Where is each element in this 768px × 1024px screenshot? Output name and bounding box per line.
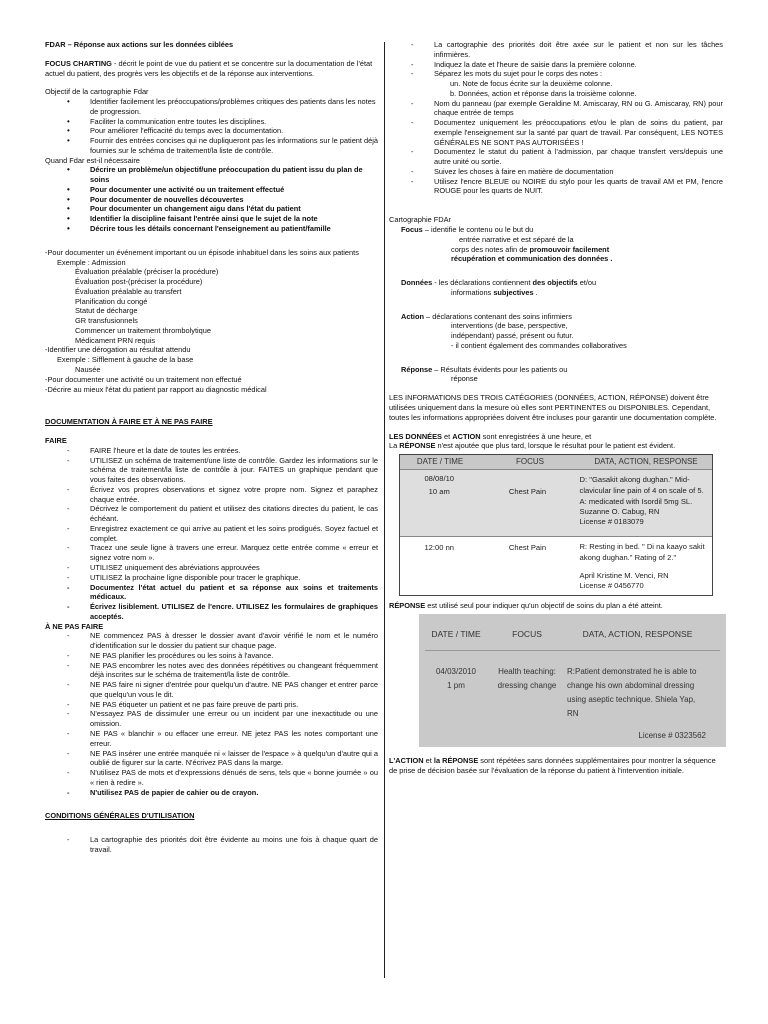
list-item: • Pour documenter une activité ou un traitement effectué — [45, 185, 378, 195]
list-item: - NE PAS encombrer les notes avec des données répétitives ou changeant fréquemment déjà inscrites sur le schéma de traitement/la liste de contrôle. — [45, 661, 378, 681]
list-item: Médicament PRN requis — [75, 335, 156, 345]
table-cell: R: Resting in bed. " Di na kaayo sakit akong dughan." Rating of 2." April Kristine M. Venci, RN License # 0456770 — [579, 542, 705, 590]
list-item: - Enregistrez exactement ce qui arrive au patient et les soins prodigués. Soyez factuel et complet. — [45, 524, 378, 544]
list-item: - NE commencez PAS à dresser le dossier avant d'avoir vérifié le nom et le numéro d'identification sur le dossier du patient sur chaque page. — [45, 631, 378, 651]
ne-pas-list — [45, 631, 378, 797]
list-item: • Pour améliorer l'efficacité du temps avec la documentation. — [45, 126, 378, 136]
list-item: - NE PAS insérer une entrée manquée ni « laisser de l'espace » à quelqu'un d'autre qui a oublié de figurer sur la carte. N'écrivez PAS dans la marge. — [45, 749, 378, 769]
event-line: -Pour documenter un événement important ou un épisode inhabituel dans les soins aux patients — [45, 247, 359, 257]
table-cell: 08/08/10 10 am — [424, 474, 455, 497]
list-item: - Décrivez le comportement du patient et utilisez des citations directes du patient, le cas échéant. — [45, 504, 378, 524]
list-item: - Séparez les mots du sujet pour le corps des notes : — [389, 69, 723, 79]
example-sifflement: Exemple : Sifflement à gauche de la base — [57, 355, 194, 365]
table-cell: Chest Pain — [508, 487, 547, 497]
documentation-heading: DOCUMENTATION À FAIRE ET À NE PAS FAIRE — [45, 417, 213, 427]
left-column — [45, 40, 378, 855]
table-header-row — [425, 620, 720, 651]
quand-list — [45, 165, 378, 233]
table-cell: 12:00 nn — [424, 543, 455, 553]
list-item: - Tracez une seule ligne à travers une erreur. Marquez cette entrée comme « erreur et signez votre nom ». — [45, 543, 378, 563]
list-item: - Suivez les choses à faire en matière de documentation — [389, 167, 723, 177]
table-header-cell: DATA, ACTION, RESPONSE — [594, 456, 698, 466]
list-item: • Fournir des entrées concises qui ne dupliqueront pas les informations sur le patient déjà fournies sur le schéma de traitement/la liste de contrôle. — [45, 136, 378, 156]
faire-heading: FAIRE — [45, 436, 67, 446]
list-item: • Identifier facilement les préoccupations/problèmes critiques des patients dans les notes de progression. — [45, 97, 378, 117]
table-header-cell: DATE / TIME — [431, 629, 481, 640]
objectif-list — [45, 97, 378, 156]
list-item: - N'utilisez PAS de mots et d'expressions dénués de sens, tels que « bonne journée » ou « rien à redire ». — [45, 768, 378, 788]
list-item: - La cartographie des priorités doit être axée sur le patient et non sur les tâches infirmières. — [389, 40, 723, 60]
table-header-row — [400, 455, 712, 470]
fdar-example-table-1 — [399, 454, 713, 596]
list-item: • Pour documenter de nouvelles découvertes — [45, 195, 378, 205]
table-cell: Chest Pain — [508, 543, 547, 553]
right-column — [389, 40, 723, 776]
priority-list-continued — [389, 99, 723, 197]
list-item: - NE PAS « blanchir » ou effacer une erreur. NE jetez PAS les notes comportant une erreur. — [45, 729, 378, 749]
list-item: - Documentez uniquement les préoccupations et/ou le plan de soins du patient, par exemple l'enseignement sur la santé par quart de travail. Par conséquent, LES NOTES GÉNÉRALES NE SONT PAS AUTORISÉES ! — [389, 118, 723, 147]
sub-item-b: b. Données, action et réponse dans la troisième colonne. — [450, 88, 637, 98]
conditions-list — [45, 835, 378, 855]
list-item: - NE PAS étiqueter un patient et ne pas faire preuve de parti pris. — [45, 700, 378, 710]
list-item: • Décrire un problème/un objectif/une préoccupation du patient issu du plan de soins — [45, 165, 378, 185]
sub-item-a: un. Note de focus écrite sur la deuxième colonne. — [450, 79, 613, 89]
table-row — [425, 651, 720, 731]
list-item: - Documentez le statut du patient à l'admission, par chaque transfert vers/depuis une autre unité ou sortie. — [389, 147, 723, 167]
list-item: - Documentez l'état actuel du patient et sa réponse aux soins et traitements médicaux. — [45, 583, 378, 603]
list-item: - Indiquez la date et l'heure de saisie dans la première colonne. — [389, 60, 723, 70]
quand-heading: Quand Fdar est-il nécessaire — [45, 155, 140, 165]
table-cell: 04/03/2010 1 pm — [435, 666, 477, 690]
list-item: - NE PAS faire ni signer d'entrée pour quelqu'un d'autre. NE PAS changer et entrer parce que quelqu'un vous le dit. — [45, 680, 378, 700]
list-item: - NE PAS planifier les procédures ou les soins à l'avance. — [45, 651, 378, 661]
donnees-action-line: LES DONNÉES et ACTION sont enregistrées à une heure, et — [389, 431, 592, 441]
ne-pas-heading: À NE PAS FAIRE — [45, 621, 104, 631]
list-item: - N'utilisez PAS de papier de cahier ou de crayon. — [45, 788, 378, 798]
decrire-line: -Décrire au mieux l'état du patient par rapport au diagnostic médical — [45, 384, 267, 394]
fdar-example-table-2 — [419, 614, 726, 748]
list-item: Évaluation préalable (préciser la procédure) — [75, 267, 219, 277]
column-divider — [384, 42, 385, 978]
faire-list — [45, 446, 378, 622]
reponse-seul-line: RÉPONSE est utilisé seul pour indiquer qu'un objectif de soins du plan a été atteint. — [389, 601, 663, 611]
list-item: • Pour documenter un changement aigu dans l'état du patient — [45, 204, 378, 214]
list-item: - Écrivez vos propres observations et signez votre propre nom. Signez et paraphez chaque entrée. — [45, 485, 378, 505]
list-item: • Identifier la discipline faisant l'entrée ainsi que le sujet de la note — [45, 214, 378, 224]
definition-action: Action – déclarations contenant des soins infirmiers interventions (de base, perspective, indépendant) passé, présent ou futur. - il contient également des commandes collaboratives — [401, 311, 627, 350]
la-reponse-line: La RÉPONSE n'est ajoutée que plus tard, lorsque le résultat pour le patient est évident. — [389, 441, 676, 451]
list-item: Planification du congé — [75, 296, 148, 306]
table-cell: D: "Gasakit akong dughan." Mid-clavicular line pain of 4 on scale of 5. A: medicated with Isordil 5mg SL. Suzanne O. Cabug, RN License # 0183079 — [579, 475, 704, 526]
focus-charting-paragraph: FOCUS CHARTING - décrit le point de vue du patient et se concentre sur la documentation de l'état actuel du patient, des progrès vers les objectifs et de la réponse aux interventions. — [45, 58, 373, 78]
definition-focus: Focus – identifie le contenu ou le but du entrée narrative et est séparé de la corps des notes afin de promouvoir facilement récupération et communication des données . — [401, 225, 613, 264]
info-paragraph: LES INFORMATIONS DES TROIS CATÉGORIES (DONNÉES, ACTION, RÉPONSE) doivent être utilisées uniquement dans la mesure où elles sont PERTINENTES ou DISPONIBLES. Cependant, toutes les informations appropriées doivent être incluses pour garantir une documentation complète. — [389, 393, 717, 422]
conditions-heading: CONDITIONS GÉNÉRALES D'UTILISATION — [45, 811, 195, 821]
priority-list — [389, 40, 723, 79]
list-item: • Décrire tous les détails concernant l'enseignement au patient/famille — [45, 224, 378, 234]
example-admission-items — [45, 267, 378, 345]
table-row — [400, 470, 712, 537]
list-item: • Faciliter la communication entre toutes les disciplines. — [45, 117, 378, 127]
license-number: License # 0323562 — [638, 730, 706, 740]
table-cell: Health teaching: dressing change — [497, 666, 557, 690]
list-item: - Utilisez l'encre BLEUE ou NOIRE du stylo pour les quarts de travail AM et PM, l'encre ROUGE pour les quarts de NUIT. — [389, 177, 723, 197]
list-item: - La cartographie des priorités doit être évidente au moins une fois à chaque quart de travail. — [45, 835, 378, 855]
definition-reponse: Réponse – Résultats évidents pour les patients ou réponse — [401, 364, 568, 384]
list-item: Commencer un traitement thrombolytique — [75, 325, 211, 335]
activite-line: -Pour documenter une activité ou un traitement non effectué — [45, 374, 242, 384]
list-item: - Écrivez lisiblement. UTILISEZ de l'encre. UTILISEZ les formulaires de graphiques acceptés. — [45, 602, 378, 622]
derogation-line: -Identifier une dérogation au résultat attendu — [45, 345, 191, 355]
list-item: - FAIRE l'heure et la date de toutes les entrées. — [45, 446, 378, 456]
fdar-heading: Cartographie FDAr — [389, 215, 452, 225]
definition-donnees: Données - les déclarations contiennent des objectifs et/ou informations subjectives . — [401, 278, 597, 297]
list-item: - N'essayez PAS de dissimuler une erreur ou un incident par une inexactitude ou une omission. — [45, 709, 378, 729]
list-item: - UTILISEZ un schéma de traitement/une liste de contrôle. Gardez les informations sur le schéma de traitement/la liste de contrôle à jour. FAITES un graphique pendant que vous faites des observations. — [45, 456, 378, 485]
table-header-cell: FOCUS — [516, 456, 544, 466]
list-item: Statut de décharge — [75, 306, 138, 316]
list-item: - UTILISEZ uniquement des abréviations approuvées — [45, 563, 378, 573]
table-cell: R:Patient demonstrated he is able to change his own abdominal dressing using aseptic technique. Shiela Yap, RN — [567, 666, 697, 718]
example-admission: Exemple : Admission — [57, 257, 126, 267]
list-item: - Nom du panneau (par exemple Geraldine M. Amiscaray, RN ou G. Amiscaray, RN) pour chaque entrée de temps — [389, 99, 723, 119]
doc-title: FDAR – Réponse aux actions sur les données ciblées — [45, 40, 234, 49]
list-item: Évaluation préalable au transfert — [75, 286, 182, 296]
table-header-cell: DATE / TIME — [416, 456, 464, 466]
table-header-cell: FOCUS — [512, 629, 542, 640]
list-item: Évaluation post-(préciser la procédure) — [75, 277, 203, 287]
table-header-cell: DATA, ACTION, RESPONSE — [582, 629, 693, 640]
objectif-heading: Objectif de la cartographie Fdar — [45, 87, 149, 97]
list-item: GR transfusionnels — [75, 316, 138, 326]
table-row — [400, 537, 712, 595]
list-item: Nausée — [75, 364, 101, 374]
list-item: - UTILISEZ la prochaine ligne disponible pour tracer le graphique. — [45, 573, 378, 583]
final-paragraph: L'ACTION et la RÉPONSE sont répétées sans données supplémentaires pour montrer la séquence de prise de décision basée sur l'évaluation de la réponse du patient à l'intervention initiale. — [389, 756, 716, 776]
